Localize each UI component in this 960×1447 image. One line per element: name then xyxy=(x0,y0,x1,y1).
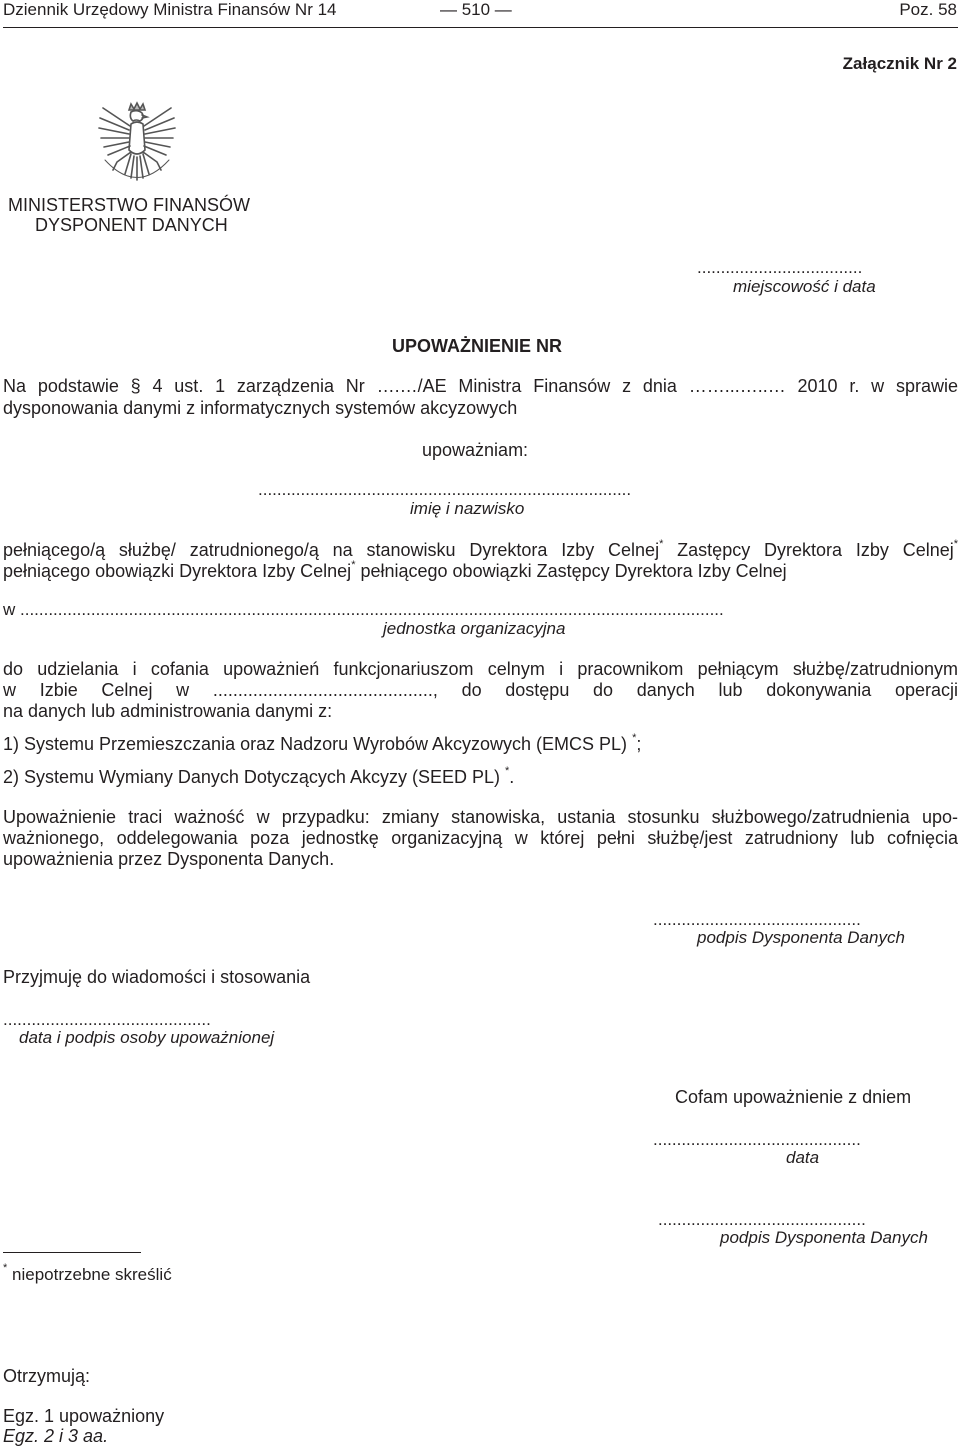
unit-dots: w ..................................................................................................................................................... xyxy=(3,600,724,619)
footnote-rule xyxy=(3,1252,141,1253)
revoke-label: Cofam upoważnienie z dniem xyxy=(675,1087,912,1107)
validity-line-3: upoważnienia przez Dysponenta Danych. xyxy=(3,849,335,869)
system-item-emcs: 1) Systemu Przemieszczania oraz Nadzoru Wyrobów Akcyzowych (EMCS PL) *; xyxy=(3,732,642,754)
name-dots: ............................................................................... xyxy=(258,480,632,499)
scope-line-3: na danych lub administrowania danymi z: xyxy=(3,701,333,721)
user-signature-dots: ............................................ xyxy=(3,1010,211,1029)
legal-basis-line-1: Na podstawie § 4 ust. 1 zarządzenia Nr ….…/AE Ministra Finansów z dnia ……...…..… 2010 r. w sprawie xyxy=(3,376,958,396)
revoke-signature-dots: ............................................ xyxy=(658,1210,866,1229)
recipient-copy-2: Egz. 2 i 3 aa. xyxy=(3,1426,109,1446)
position-line-2: pełniącego obowiązki Dyrektora Izby Celnej* pełniącego obowiązki Zastępcy Dyrektora Izby Celnej xyxy=(3,559,787,581)
user-signature-label: data i podpis osoby upoważnionej xyxy=(19,1028,275,1047)
scope-line-1: do udzielania i cofania upoważnień funkcjonariuszom celnym i pracownikom pełniącym służbę/zatrudnionym xyxy=(3,659,958,679)
recipients-title: Otrzymują: xyxy=(3,1366,91,1386)
signature-label: podpis Dysponenta Danych xyxy=(697,928,905,947)
authorize-label: upoważniam: xyxy=(422,440,529,460)
position-line-1: pełniącego/ą służbę/ zatrudnionego/ą na stanowisku Dyrektora Izby Celnej* Zastępcy Dyrektora Izby Celnej* xyxy=(3,538,959,560)
validity-line-1: Upoważnienie traci ważność w przypadku: zmiany stanowiska, ustania stosunku służbowego/zatrudnienia upo- xyxy=(3,807,958,827)
recipient-copy-1: Egz. 1 upoważniony xyxy=(3,1406,165,1426)
revoke-date-label: data xyxy=(786,1148,820,1167)
signature-dots: ............................................ xyxy=(653,910,861,929)
document-title: UPOWAŻNIENIE NR xyxy=(392,336,563,356)
polish-eagle-emblem xyxy=(95,100,179,195)
unit-label: jednostka organizacyjna xyxy=(383,619,566,638)
page-number: — 510 — xyxy=(440,0,512,19)
header-rule xyxy=(3,27,958,28)
footnote: * niepotrzebne skreślić xyxy=(3,1262,172,1284)
name-label: imię i nazwisko xyxy=(410,499,525,518)
ministry-name: MINISTERSTWO FINANSÓW xyxy=(8,195,250,215)
revoke-date-dots: ............................................ xyxy=(653,1130,861,1149)
validity-line-2: ważnionego, oddelegowania poza jednostkę organizacyjną w której pełni służbę/jest zatrudniony lub cofnięcia xyxy=(3,828,958,848)
accept-label: Przyjmuję do wiadomości i stosowania xyxy=(3,967,311,987)
system-item-seed: 2) Systemu Wymiany Danych Dotyczących Akcyzy (SEED PL) *. xyxy=(3,765,515,787)
data-controller-title: DYSPONENT DANYCH xyxy=(35,215,228,235)
scope-line-2: w Izbie Celnej w ............................................, do dostępu do danych lub dokonywania operacji xyxy=(3,680,958,700)
annex-label: Załącznik Nr 2 xyxy=(842,54,957,73)
journal-title: Dziennik Urzędowy Ministra Finansów Nr 14 xyxy=(3,0,337,19)
revoke-signature-label: podpis Dysponenta Danych xyxy=(720,1228,928,1247)
place-date-dots: ................................... xyxy=(697,258,863,277)
legal-basis-line-2: dysponowania danymi z informatycznych systemów akcyzowych xyxy=(3,398,518,418)
position-number: Poz. 58 xyxy=(899,0,957,19)
place-date-label: miejscowość i data xyxy=(733,277,876,296)
